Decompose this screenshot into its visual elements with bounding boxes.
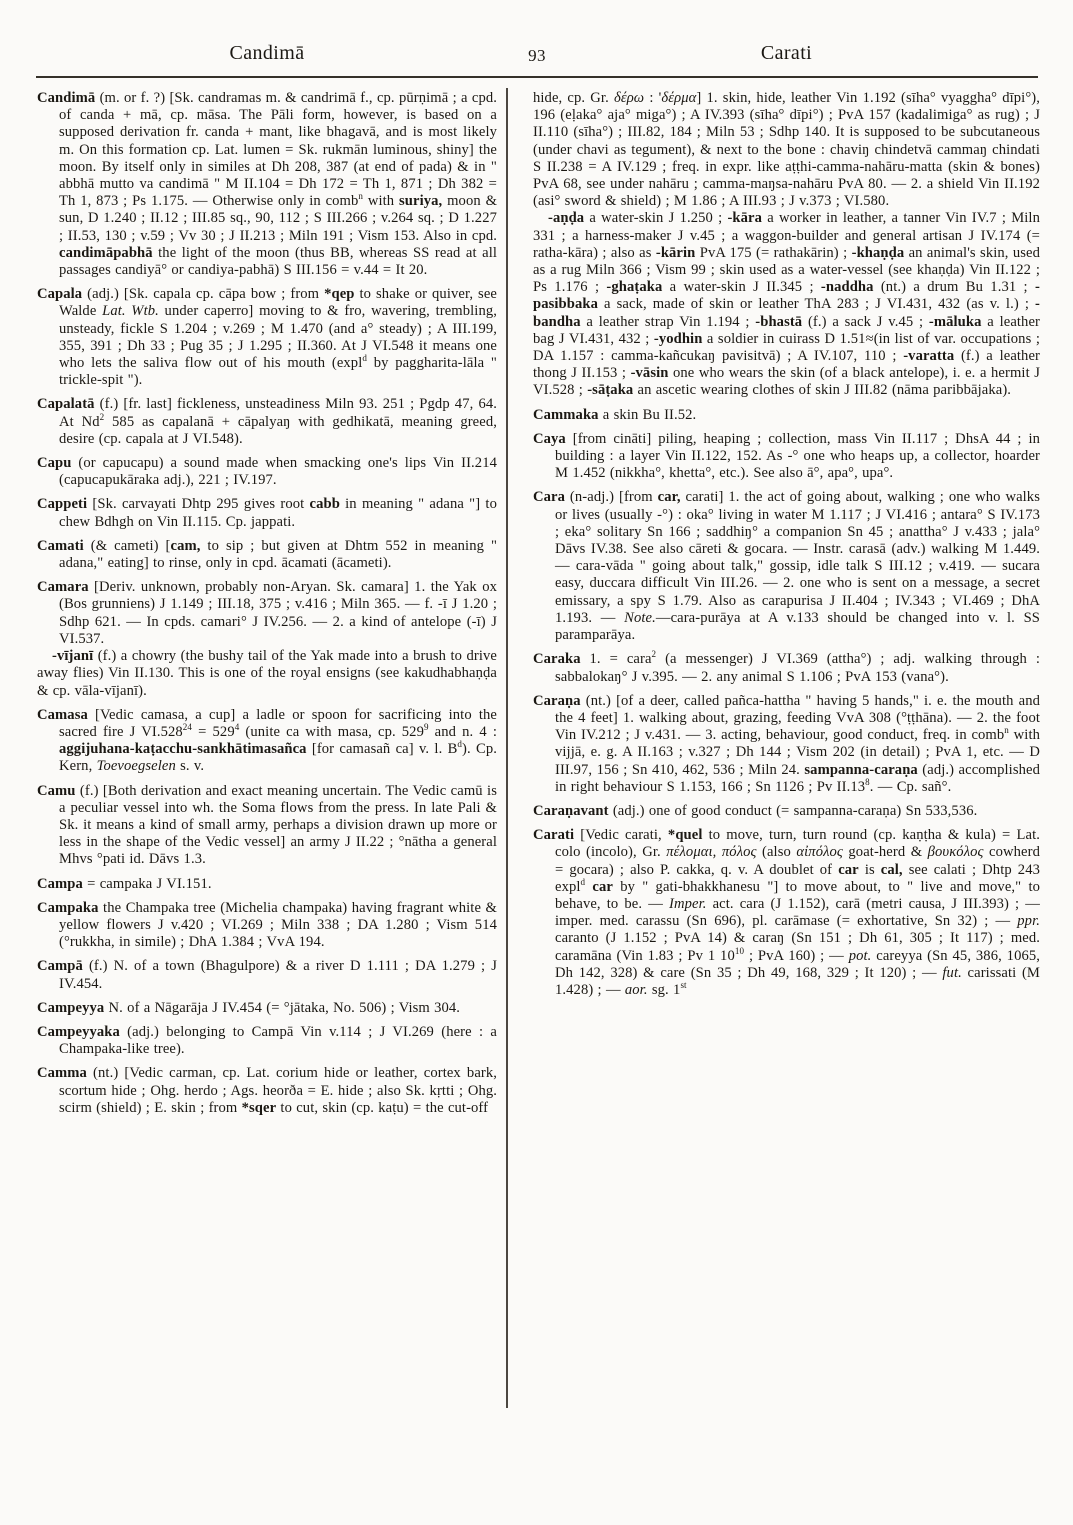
running-head-left: Candimā (229, 42, 305, 64)
entry-candima: Candimā (m. or f. ?) [Sk. candramas m. & candrimā f., cp. pūrṇimā ; a cpd. of canda + mā, cp. māsa. The Pāli form, however, is based on a supposed derivation fr. canda + mant, like bhagavā, and is most likely m. On this formation cp. Lat. lumen = Sk. rukmān luminous, shiny] the moon. By itself only in similes at Dh 208, 387 (at end of pada) & in " abbhā mutto va candimā " M II.104 = Dh 172 = Th 1, 871 ; Dh 382 = Th 1, 873 ; Ps 1.175. — Otherwise only in comb$^n$ with suriya, moon & sun, D 1.240 ; II.12 ; III.85 sq., 90, 112 ; S III.266 ; v.264 sq. ; D 1.227 ; II.53, 130 ; v.59 ; Vv 30 ; J II.213 ; Miln 191 ; Vism 153. Also in cpd. candimāpabhā the light of the moon (thus BB, whereas SS read at all passages candiyā° or candiya-pabhā) S III.156 = v.44 = It 20. (37, 90, 497, 279)
entry-capu: Capu (or capucapu) a sound made when smacking one's lips Vin II.214 (capucapukāraka adj.), 221 ; IV.197. (37, 455, 497, 489)
entry-capalata: Capalatā (f.) [fr. last] fickleness, unsteadiness Miln 93. 251 ; Pgdp 47, 64. At Nd$^2$ 585 as capalanā + cāpalyaŋ with gedhikatā, meaning greed, desire (cp. capala at J VI.548). (37, 396, 497, 447)
column-left (37, 90, 497, 1117)
entry-camu: Camu (f.) [Both derivation and exact meaning uncertain. The Vedic camū is a peculiar vessel into wh. the Soma flows from the press. In late Pali & Sk. it means a kind of small army, perhaps a division drawn up more or less in the shape of the Vedic vessel] an army J II.22 ; °nātha a general Mhvs °pati id. Dāvs 1.3. (37, 782, 497, 868)
column-right (533, 90, 1040, 999)
running-head-right: Carati (760, 42, 813, 64)
entry-cara: Cara (n-adj.) [from car, carati] 1. the act of going about, walking ; one who walks or lives (usually -°) : oka° living in water M 1.117 ; J VI.416 ; antara° S IV.173 ; eka° solitary Sn 166 ; saddhiŋ° a companion Sn 45 ; anattha° J v.433 ; jala° Dāvs IV.38. See also cāreti & gocara. — Instr. carasā (adv.) walking M 1.449. — cara-vāda " going about talk," gossip, idle talk S III.12 ; v.419. — sucara easy, duccara difficult Vin III.26. — 2. one who is sent on a message, a secret emissary, a spy S 1.79. Also as carapurisa J II.404 ; IV.343 ; VI.469 ; DhA 1.193. — Note.—cara-purāya at A v.133 should be changed into v. l. SS paramparāya. (533, 489, 1040, 644)
entry-carana: Caraṇa (nt.) [of a deer, called pañca-hattha " having 5 hands," i. e. the mouth and the 4 feet] 1. walking about, grazing, feeding VvA 308 (°ṭṭhāna). — 2. the foot Vin IV.212 ; J v.431. — 3. acting, behaviour, good conduct, freq. in comb$^n$ with vijjā, e. g. A II.163 ; v.327 ; Dh 144 ; Vism 202 (in detail) ; PvA 1, etc. — D III.97, 156 ; Sn 410, 462, 536 ; Miln 24. sampanna-caraṇa (adj.) accomplished in right behaviour S 1.153, 166 ; Sn 1126 ; Pv $II.13^8$. — Cp. sañ°. (533, 692, 1040, 795)
entry-campeyyaka: Campeyyaka (adj.) belonging to Campā Vin v.114 ; J VI.269 (here : a Champaka-like tree). (37, 1023, 497, 1058)
entry-camara: Camara [Deriv. unknown, probably non-Aryan. Sk. camara] 1. the Yak ox (Bos grunniens) J 1.149 ; III.18, 375 ; v.416 ; Miln 365. — f. -ī J 1.20 ; Sdhp 621. — In cpds. camari° J IV.256. — 2. a kind of antelope (-ī) J VI.537. (37, 579, 497, 647)
entry-camma-compounds: -aṇḍa a water-skin J 1.250 ; -kāra a worker in leather, a tanner Vin IV.7 ; Miln 331 ; a harness-maker J v.45 ; a waggon-builder and general artisan J IV.174 (= ratha-kāra) ; also as -kārin PvA 175 (= rathakārin) ; -khaṇḍa an animal's skin, used as a rug Miln 366 ; Vism 99 ; skin used as a water-vessel (see khaṇḍa) Vin II.122 ; Ps 1.176 ; -ghaṭaka a water-skin J II.345 ; -naddha (nt.) a drum Bu 1.31 ; -pasibbaka a sack, made of skin or leather ThA 283 ; J VI.431, 432 (as v. l.) ; -bandha a leather strap Vin 1.194 ; -bhastā (f.) a sack J v.45 ; -māluka a leather bag J VI.431, 432 ; -yodhin a soldier in cuirass D 1.51≈(in list of var. occupations ; DA 1.157 : camma-kañcukaŋ pavisitvā) ; A IV.107, 110 ; -varatta (f.) a leather thong J II.153 ; -vāsin one who wears the skin (of a black antelope), i. e. a hermit J VI.528 ; -sāṭaka an ascetic wearing clothes of skin J III.82 (nāma paribbājaka). (533, 210, 1040, 399)
entry-camara-vijani: -vījanī (f.) a chowry (the bushy tail of the Yak made into a brush to drive away flies) Vin II.130. This is one of the royal ensigns (see kakudhabhaṇḍa & cp. vāla-vījanī). (37, 648, 497, 699)
entry-campa: Campa = campaka J VI.151. (37, 875, 212, 892)
entry-camasa: Camasa [Vedic camasa, a cup] a ladle or spoon for sacrificing into the sacred fire J $VI.528^{24} = 529^4$ (unite ca with masa, cp. $529^9$ and n. 4 : aggijuhana-kaṭacchu-sankhātimasañca [for camasañ ca] v. l. $B^d$). Cp. Kern, Toevoegselen s. v. (37, 706, 497, 775)
entry-camati: Camati (& cameti) [cam, to sip ; but given at Dhtm 552 in meaning " adana," eating] to rinse, only in cpd. ācamati (ācameti). (37, 537, 497, 572)
entry-carati: Carati [Vedic carati, *quel to move, turn, turn round (cp. kaṇṭha & kula) = Lat. colo (incolo), Gr. πέλομαι, πόλος (also αἰπόλος goat-herd & βουκόλος cowherd = gocara) ; also P. cakka, q. v. A doublet of car is cal, see calati ; Dhtp 243 expl$^d$ car by " gati-bhakkhanesu "] to move about, to " live and move," to behave, to be. — Imper. act. cara (J 1.152), carā (metri causa, J III.393) ; — imper. med. carassu (Sn 696), pl. carāmase (= exhortative, Sn 32) ; — ppr. caranto (J 1.152 ; PvA 14) & caraŋ (Sn 151 ; Dh 61, 305 ; It 117) ; med. caramāna (Vin 1.83 ; Pv 1 $10^{10}$ ; PvA 160) ; — pot. careyya (Sn 45, 386, 1065, Dh 142, 328) & care (Sn 35 ; Dh 49, 168, 329 ; It 120) ; — fut. carissati (M 1.428) ; — aor. sg. 1st (533, 827, 1040, 998)
entry-caya: Caya [from cināti] piling, heaping ; collection, mass Vin II.117 ; DhsA 44 ; in building : a layer Vin II.122, 152. As -° one who heaps up, a collector, hoarder M 1.452 (nikkha°, khetta°, etc.). See also ā°, apa°, upa°. (533, 430, 1040, 482)
page-number: 93 (528, 46, 546, 65)
entry-cammaka: Cammaka a skin Bu II.52. (533, 406, 697, 423)
entry-capala: Capala (adj.) [Sk. capala cp. cāpa bow ; from *qep to shake or quiver, see Walde Lat. Wtb. under caperro] moving to & fro, wavering, trembling, unsteady, fickle S 1.204 ; v.269 ; M 1.470 (and a° steady) ; A III.199, 355, 391 ; Dh 33 ; Pug 35 ; J 1.295 ; II.360. At J VI.548 it means one who lets the saliva flow out of his mouth (expl$^d$ by paggharita-lāla " trickle-spit "). (37, 286, 497, 389)
entry-cappeti: Cappeti [Sk. carvayati Dhtp 295 gives root cabb in meaning " adana "] to chew Bdhgh on Vin II.115. Cp. jappati. (37, 496, 497, 530)
entry-caranavant: Caraṇavant (adj.) one of good conduct (= sampanna-caraṇa) Sn 533,536. (533, 802, 978, 819)
entry-campa-town: Campā (f.) N. of a town (Bhagulpore) & a river D 1.111 ; DA 1.279 ; J IV.454. (37, 958, 497, 992)
column-divider (506, 88, 508, 1408)
entry-campeyya: Campeyya N. of a Nāgarāja J IV.454 (= °jātaka, No. 506) ; Vism 304. (37, 999, 461, 1016)
entry-campaka: Campaka the Champaka tree (Michelia champaka) having fragrant white & yellow flowers J v.420 ; VI.269 ; Miln 338 ; DA 1.280 ; Vism 514 (°rukkha, in simile) ; DhA 1.384 ; VvA 194. (37, 899, 497, 951)
entry-caraka: Caraka 1. = cara$^2$ (a messenger) J VI.369 (attha°) ; adj. walking through : sabbalokaŋ° J v.395. — 2. any animal S 1.106 ; PvA 153 (vana°). (533, 649, 1040, 685)
entry-camma: Camma (nt.) [Vedic carman, cp. Lat. corium hide or leather, cortex bark, scortum hide ; Ohg. herdo ; Ags. heorða = E. hide ; also Sk. kṛtti ; Ohg. scirm (shield) ; E. skin ; from *sqer to cut, skin (cp. kaṭu) = the cut-off (37, 1065, 497, 1116)
entry-camma-continued: hide, cp. Gr. δέρω : 'δέρμα] 1. skin, hide, leather Vin 1.192 (sīha° vyaggha° dīpi°), 196 (eḷaka° aja° miga°) ; A IV.393 (sīha° dīpi°) ; PvA 157 (kadalimiga° as rug) ; J II.110 (sīha°) ; III.82, 184 ; Miln 53 ; Sdhp 140. It is supposed to be subcutaneous (under chavi as tegument), & next to the bone : chaviŋ chindetvā cammaŋ chindati S II.238 = A IV.129 ; freq. in expr. like aṭṭhi-camma-nahāru-matta (skin & bones) PvA 68, see under nahāru ; camma-maŋsa-nahāru PvA 80. — 2. a shield Vin II.192 (asi° sword & shield) ; M 1.86 ; A III.93 ; J v.373 ; VI.580. (533, 90, 1040, 210)
header-rule (36, 76, 1038, 78)
